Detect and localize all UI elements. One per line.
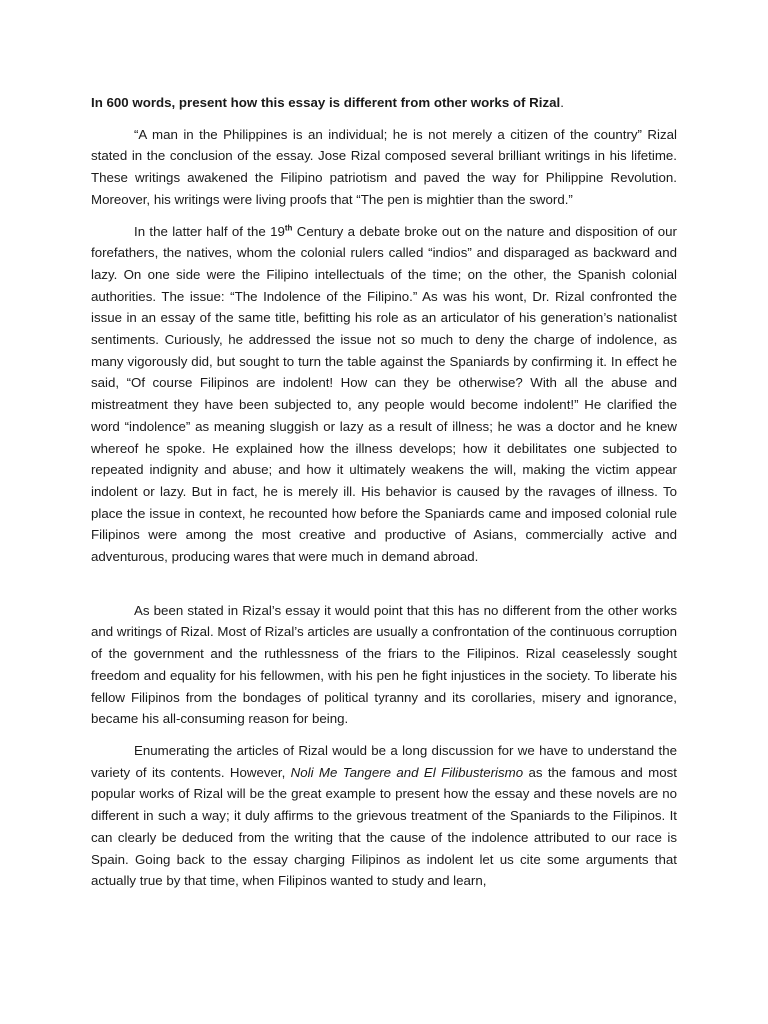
paragraph-4-start: Enumerating the articles of Rizal would be a long discussion for we have to understand the variety of its contents. However, (91, 742, 677, 780)
paragraph-2-start: In the latter half of the 19 (134, 223, 285, 239)
paragraph-1: “A man in the Philippines is an individual; he is not merely a citizen of the country” Rizal stated in the conclusion of the essay. Jose Rizal composed several brilliant writings in his lifetime. These writings awakened the Filipino patriotism and paved the way for Philippine Revolution. Moreover, his writings were living proofs that “The pen is mightier than the sword.” (91, 126, 677, 207)
paragraph-2 (91, 221, 677, 568)
superscript-th: th (284, 223, 293, 233)
paragraph-2-rest: Century a debate broke out on the nature and disposition of our forefathers, the natives, whom the colonial rulers called “indios” and disparaged as backward and lazy. On one side were the Filipino intellectuals of the time; on the other, the Spanish colonial authorities. The issue: “The Indolence of the Filipino.” As was his wont, Dr. Rizal confronted the issue in an essay of the same title, befitting his role as an articulator of his generation’s nationalist sentiments. Curiously, he addressed the issue not so much to deny the charge of indolence, as many vigorously did, but sought to turn the table against the Spaniards by confirming it. In effect he said, “Of course Filipinos are indolent! How can they be otherwise? With all the abuse and mistreatment they have been subjected to, any people would become indolent!” He clarified the word “indolence” as meaning sluggish or lazy as a result of illness; he was a doctor and he knew whereof he spoke. He explained how the illness develops; how it debilitates one subjected to repeated indignity and abuse; and how it ultimately weakens the will, making the victim appear indolent or lazy. But in fact, he is merely ill. His behavior is caused by the ravages of illness. To place the issue in context, he recounted how before the Spaniards came and imposed colonial rule Filipinos were among the most creative and productive of Asians, commercially active and adventurous, producing wares that were much in demand abroad. (91, 223, 677, 565)
document-page (91, 92, 677, 892)
novel-titles: Noli Me Tangere and El Filibusterismo (290, 764, 524, 780)
paragraph-3: As been stated in Rizal’s essay it would point that this has no different from the other works and writings of Rizal. Most of Rizal’s articles are usually a confrontation of the continuous corruption of the government and the ruthlessness of the friars to the Filipinos. Rizal ceaselessly sought freedom and equality for his fellowmen, with his pen he fight injustices in the society. To liberate his fellow Filipinos from the bondages of political tyranny and its corollaries, misery and ignorance, became his all-consuming reason for being. (91, 602, 677, 727)
paragraph-4-rest: as the famous and most popular works of Rizal will be the great example to present how the essay and these novels are no different in such a way; it duly affirms to the grievous treatment of the Spaniards to the Filipinos. It can clearly be deduced from the writing that the cause of the indolence attributed to our race is Spain. Going back to the essay charging Filipinos as indolent let us cite some arguments that actually true by that time, when Filipinos wanted to study and learn, (91, 764, 677, 889)
document-heading (91, 92, 677, 114)
heading-period: . (560, 95, 564, 110)
paragraph-4 (91, 740, 677, 892)
heading-text: In 600 words, present how this essay is different from other works of Rizal (91, 95, 561, 110)
